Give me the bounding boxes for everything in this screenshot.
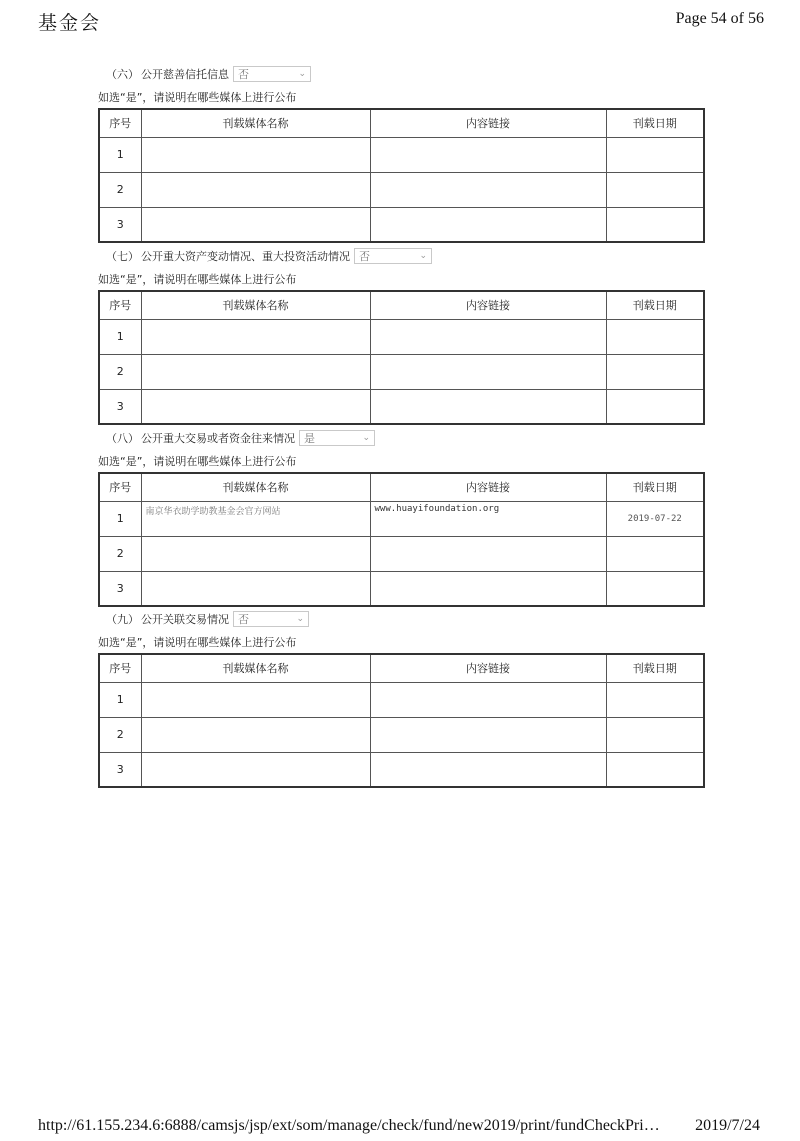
header-no: 序号 <box>99 291 141 319</box>
header-date: 刊载日期 <box>606 291 704 319</box>
cell-no: 1 <box>99 137 141 172</box>
disclosure-select[interactable] <box>354 248 432 264</box>
table-row <box>99 536 704 571</box>
chevron-down-icon: ⌄ <box>298 69 306 79</box>
select-value: 否 <box>359 250 370 263</box>
cell-date <box>606 319 704 354</box>
table-row <box>99 717 704 752</box>
section-number: （九） <box>106 613 139 626</box>
cell-date <box>606 571 704 606</box>
cell-media <box>141 137 370 172</box>
cell-no: 2 <box>99 536 141 571</box>
header-date: 刊载日期 <box>606 654 704 682</box>
cell-media: 南京华衣助学助教基金会官方网站 <box>141 501 370 536</box>
table-header-row <box>99 109 704 137</box>
chevron-down-icon: ⌄ <box>296 614 304 624</box>
cell-no: 1 <box>99 319 141 354</box>
media-table <box>98 108 705 243</box>
cell-link <box>370 207 606 242</box>
section-major-assets <box>98 246 703 425</box>
section-number: （八） <box>106 432 139 445</box>
cell-media <box>141 571 370 606</box>
cell-no: 3 <box>99 752 141 787</box>
cell-no: 2 <box>99 172 141 207</box>
cell-media <box>141 717 370 752</box>
media-table <box>98 653 705 788</box>
header-no: 序号 <box>99 109 141 137</box>
cell-link <box>370 354 606 389</box>
cell-no: 2 <box>99 354 141 389</box>
header-date: 刊载日期 <box>606 109 704 137</box>
table-row <box>99 137 704 172</box>
header-link: 内容链接 <box>370 109 606 137</box>
header-media: 刊载媒体名称 <box>141 473 370 501</box>
header-no: 序号 <box>99 473 141 501</box>
header-date: 刊载日期 <box>606 473 704 501</box>
cell-link <box>370 137 606 172</box>
cell-no: 1 <box>99 682 141 717</box>
cell-date <box>606 752 704 787</box>
section-title: 公开重大资产变动情况、重大投资活动情况 <box>141 250 350 263</box>
table-row <box>99 207 704 242</box>
chevron-down-icon: ⌄ <box>362 433 370 443</box>
cell-media <box>141 536 370 571</box>
select-value: 否 <box>238 68 249 81</box>
cell-link <box>370 319 606 354</box>
cell-no: 3 <box>99 389 141 424</box>
section-hint: 如选“是”，请说明在哪些媒体上进行公布 <box>98 91 297 104</box>
cell-link <box>370 172 606 207</box>
media-table <box>98 472 705 607</box>
cell-date <box>606 172 704 207</box>
header-page-number: Page 54 of 56 <box>675 10 764 27</box>
cell-date <box>606 137 704 172</box>
select-value: 否 <box>238 613 249 626</box>
cell-date: 2019-07-22 <box>606 501 704 536</box>
section-related-transactions <box>98 609 703 788</box>
table-row <box>99 354 704 389</box>
cell-media <box>141 389 370 424</box>
cell-link: www.huayifoundation.org <box>370 501 606 536</box>
chevron-down-icon: ⌄ <box>419 251 427 261</box>
section-number: （六） <box>106 68 139 81</box>
table-row <box>99 752 704 787</box>
cell-media <box>141 682 370 717</box>
table-row <box>99 501 704 536</box>
table-header-row <box>99 473 704 501</box>
cell-no: 3 <box>99 207 141 242</box>
section-title-row <box>98 609 703 629</box>
footer-date: 2019/7/24 <box>695 1117 760 1134</box>
cell-date <box>606 354 704 389</box>
section-hint: 如选“是”，请说明在哪些媒体上进行公布 <box>98 455 297 468</box>
cell-link <box>370 536 606 571</box>
cell-link <box>370 752 606 787</box>
cell-link <box>370 717 606 752</box>
table-row <box>99 172 704 207</box>
cell-link <box>370 389 606 424</box>
cell-media <box>141 207 370 242</box>
table-row <box>99 319 704 354</box>
section-major-transactions <box>98 428 703 607</box>
table-header-row <box>99 654 704 682</box>
select-value: 是 <box>304 432 315 445</box>
disclosure-select[interactable] <box>233 611 309 627</box>
header-link: 内容链接 <box>370 291 606 319</box>
table-row <box>99 571 704 606</box>
header-media: 刊载媒体名称 <box>141 291 370 319</box>
cell-date <box>606 536 704 571</box>
header-link: 内容链接 <box>370 473 606 501</box>
cell-date <box>606 207 704 242</box>
disclosure-select[interactable] <box>299 430 375 446</box>
header-org-title: 基金会 <box>38 12 102 34</box>
cell-no: 2 <box>99 717 141 752</box>
section-title: 公开重大交易或者资金往来情况 <box>141 432 295 445</box>
cell-link <box>370 682 606 717</box>
cell-no: 1 <box>99 501 141 536</box>
header-no: 序号 <box>99 654 141 682</box>
section-title: 公开关联交易情况 <box>141 613 229 626</box>
cell-media <box>141 172 370 207</box>
disclosure-select[interactable] <box>233 66 311 82</box>
section-title-row <box>98 246 703 266</box>
footer-url: http://61.155.234.6:6888/camsjs/jsp/ext/som/manage/check/fund/new2019/print/fundCheckPri… <box>38 1117 660 1134</box>
section-charitable-trust <box>98 64 703 243</box>
cell-link <box>370 571 606 606</box>
header-media: 刊载媒体名称 <box>141 654 370 682</box>
section-hint: 如选“是”，请说明在哪些媒体上进行公布 <box>98 636 297 649</box>
section-hint: 如选“是”，请说明在哪些媒体上进行公布 <box>98 273 297 286</box>
section-title-row <box>98 64 703 84</box>
table-row <box>99 682 704 717</box>
cell-date <box>606 717 704 752</box>
section-number: （七） <box>106 250 139 263</box>
media-table <box>98 290 705 425</box>
cell-media <box>141 752 370 787</box>
cell-media <box>141 354 370 389</box>
cell-media <box>141 319 370 354</box>
header-link: 内容链接 <box>370 654 606 682</box>
table-row <box>99 389 704 424</box>
cell-date <box>606 682 704 717</box>
cell-date <box>606 389 704 424</box>
header-media: 刊载媒体名称 <box>141 109 370 137</box>
section-title-row <box>98 428 703 448</box>
cell-no: 3 <box>99 571 141 606</box>
table-header-row <box>99 291 704 319</box>
section-title: 公开慈善信托信息 <box>141 68 229 81</box>
